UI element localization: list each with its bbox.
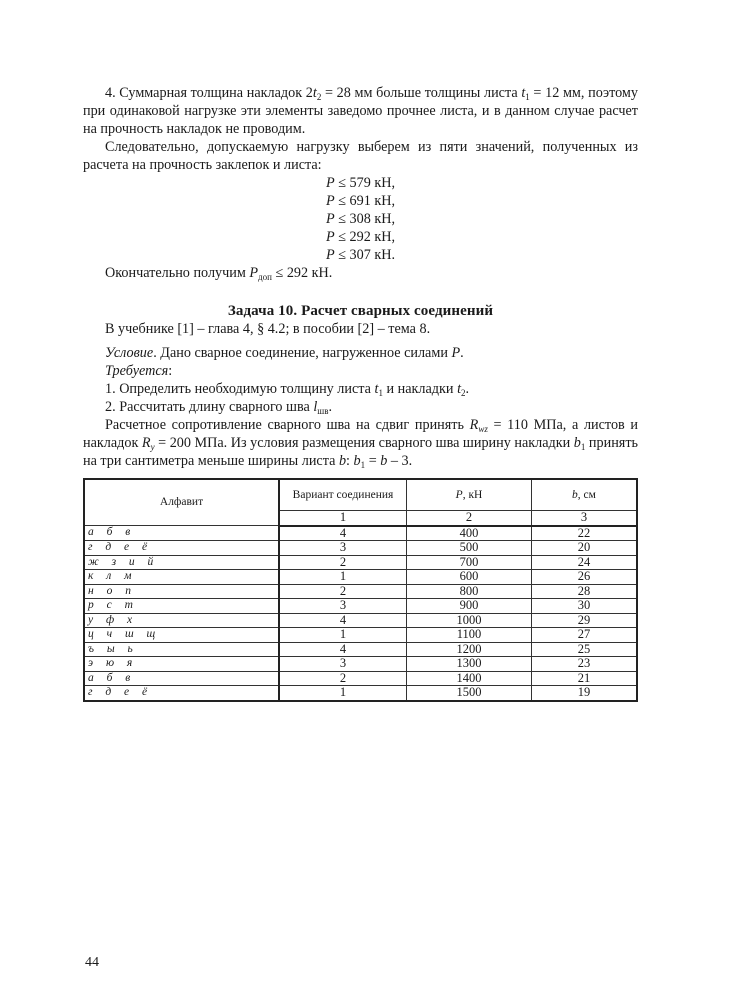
subscript: 1	[378, 388, 383, 398]
table-row	[84, 613, 637, 628]
var-t: t	[457, 381, 462, 397]
cell-variant: 1	[279, 686, 407, 701]
var-b: b	[573, 435, 581, 451]
header-variant: Вариант соединения	[279, 479, 407, 511]
cell-letters: э ю я	[84, 657, 279, 672]
text: – 3.	[387, 453, 413, 469]
variants-table	[83, 478, 638, 702]
cell-variant: 2	[279, 671, 407, 686]
inequality-list	[326, 174, 638, 264]
reference-line: В учебнике [1] – глава 4, § 4.2; в пособии [2] – тема 8.	[105, 321, 431, 337]
subscript: 2	[461, 388, 466, 398]
cell-p: 1000	[407, 613, 532, 628]
cell-p: 400	[407, 526, 532, 541]
var-p: P	[455, 488, 463, 501]
unit: , см	[577, 488, 596, 501]
cell-variant: 1	[279, 628, 407, 643]
resistance-paragraph	[83, 416, 638, 470]
cell-b: 29	[532, 613, 638, 628]
cell-b: 25	[532, 642, 638, 657]
cell-p: 800	[407, 584, 532, 599]
var-b: b	[572, 488, 578, 501]
inequality	[326, 192, 638, 210]
text: =	[365, 453, 381, 469]
text: принять на три сантиметра меньше ширины листа	[83, 435, 638, 469]
text: ≤ 292 кН,	[334, 229, 396, 245]
cell-b: 22	[532, 526, 638, 541]
text: 2. Рассчитать длину сварного шва	[105, 399, 314, 415]
table-row	[84, 584, 637, 599]
text: 1. Определить необходимую толщину листа	[105, 381, 375, 397]
column-number: 1	[279, 511, 407, 526]
text: :	[168, 363, 173, 379]
cell-p: 1300	[407, 657, 532, 672]
text: ≤ 691 кН,	[334, 193, 396, 209]
cell-variant: 4	[279, 613, 407, 628]
cell-letters: а б в	[84, 526, 279, 541]
header-alphabet: Алфавит	[84, 479, 279, 526]
unit: , кН	[462, 488, 483, 501]
var-t: t	[312, 85, 317, 101]
page-number: 44	[85, 955, 99, 970]
condition-line	[83, 344, 638, 362]
text: 4. Суммарная толщина накладок 2	[105, 85, 313, 101]
text: = 12 мм, поэтому при одинаковой нагрузке эти элементы заведомо прочнее листа, и в данном случае расчет на прочность накладок не проводим.	[83, 85, 638, 137]
cell-p: 600	[407, 570, 532, 585]
var-b: b	[380, 453, 388, 469]
text: ≤ 308 кН,	[334, 211, 396, 227]
required-item-2	[83, 398, 638, 416]
cell-b: 23	[532, 657, 638, 672]
subscript: доп	[258, 272, 272, 282]
section-title: Задача 10. Расчет сварных соединений	[227, 303, 494, 319]
table-row	[84, 570, 637, 585]
cell-letters: н о п	[84, 584, 279, 599]
paragraph-final-result	[83, 264, 638, 282]
cell-letters: ж з и й	[84, 555, 279, 570]
cell-b: 21	[532, 671, 638, 686]
text: .	[465, 381, 470, 397]
text: ≤ 292 кН.	[271, 265, 333, 281]
text: ≤ 307 кН.	[334, 247, 396, 263]
var-p: P	[249, 265, 259, 281]
var-t: t	[521, 85, 526, 101]
column-number: 3	[532, 511, 638, 526]
header-b	[532, 479, 638, 511]
paragraph-conclusion: Следовательно, допускаемую нагрузку выберем из пяти значений, полученных из расчета на прочность заклепок и листа:	[83, 139, 638, 173]
cell-p: 700	[407, 555, 532, 570]
cell-variant: 3	[279, 657, 407, 672]
subscript: y	[150, 442, 155, 452]
var-p: P	[326, 193, 335, 209]
var-r: R	[469, 417, 479, 433]
required-label: Требуется	[105, 363, 169, 379]
cell-letters: у ф х	[84, 613, 279, 628]
cell-variant: 3	[279, 599, 407, 614]
table-row	[84, 671, 637, 686]
document-page	[83, 84, 638, 702]
inequality	[326, 246, 638, 264]
text: . Дано сварное соединение, нагруженное силами	[153, 345, 452, 361]
cell-letters: г д е ё	[84, 541, 279, 556]
text: .	[460, 345, 464, 361]
table-row	[84, 526, 637, 541]
cell-variant: 1	[279, 570, 407, 585]
text: и накладки	[382, 381, 458, 397]
var-p: P	[451, 345, 461, 361]
required-item-1	[83, 380, 638, 398]
cell-p: 1100	[407, 628, 532, 643]
text: = 200 МПа. Из условия размещения сварного шва ширину накладки	[154, 435, 574, 451]
cell-letters: ъ ы ь	[84, 642, 279, 657]
table-header-row	[84, 479, 637, 511]
subscript: wz	[478, 424, 488, 434]
text: = 28 мм больше толщины листа	[321, 85, 522, 101]
subscript: 2	[316, 92, 322, 102]
text: :	[346, 453, 354, 469]
text: Расчетное сопротивление сварного шва на сдвиг принять	[105, 417, 470, 433]
var-l: l	[313, 399, 318, 415]
var-t: t	[374, 381, 379, 397]
var-p: P	[326, 247, 335, 263]
inequality	[326, 228, 638, 246]
cell-b: 24	[532, 555, 638, 570]
table-row	[84, 642, 637, 657]
cell-b: 20	[532, 541, 638, 556]
subscript: 1	[360, 460, 366, 470]
var-b: b	[353, 453, 361, 469]
table-row	[84, 657, 637, 672]
table-row	[84, 599, 637, 614]
required-line	[83, 362, 638, 380]
cell-p: 1200	[407, 642, 532, 657]
cell-p: 1500	[407, 686, 532, 701]
cell-variant: 4	[279, 526, 407, 541]
paragraph-overlays-thickness	[83, 84, 638, 138]
cell-letters: г д е ё	[84, 686, 279, 701]
cell-letters: р с т	[84, 599, 279, 614]
table-row	[84, 541, 637, 556]
text: Окончательно получим	[105, 265, 250, 281]
subscript: 1	[525, 92, 530, 102]
cell-variant: 2	[279, 584, 407, 599]
var-r: R	[141, 435, 151, 451]
var-p: P	[326, 211, 335, 227]
inequality	[326, 210, 638, 228]
condition-label: Условие	[105, 345, 154, 361]
cell-b: 30	[532, 599, 638, 614]
text: ≤ 579 кН,	[334, 175, 396, 191]
cell-letters: ц ч ш щ	[84, 628, 279, 643]
cell-p: 900	[407, 599, 532, 614]
var-b: b	[338, 453, 347, 469]
cell-b: 27	[532, 628, 638, 643]
cell-letters: к л м	[84, 570, 279, 585]
header-p	[407, 479, 532, 511]
table-row	[84, 628, 637, 643]
table-row	[84, 686, 637, 701]
cell-variant: 2	[279, 555, 407, 570]
text: = 110 МПа, а листов и накладок	[83, 417, 639, 451]
subscript: шв	[317, 406, 329, 416]
cell-p: 500	[407, 541, 532, 556]
cell-b: 19	[532, 686, 638, 701]
subscript: 1	[580, 442, 586, 452]
cell-variant: 4	[279, 642, 407, 657]
var-p: P	[326, 229, 335, 245]
text: .	[328, 399, 333, 415]
inequality	[326, 174, 638, 192]
cell-p: 1400	[407, 671, 532, 686]
cell-b: 28	[532, 584, 638, 599]
cell-letters: а б в	[84, 671, 279, 686]
var-p: P	[326, 175, 335, 191]
column-number: 2	[407, 511, 532, 526]
table-row	[84, 555, 637, 570]
cell-variant: 3	[279, 541, 407, 556]
cell-b: 26	[532, 570, 638, 585]
